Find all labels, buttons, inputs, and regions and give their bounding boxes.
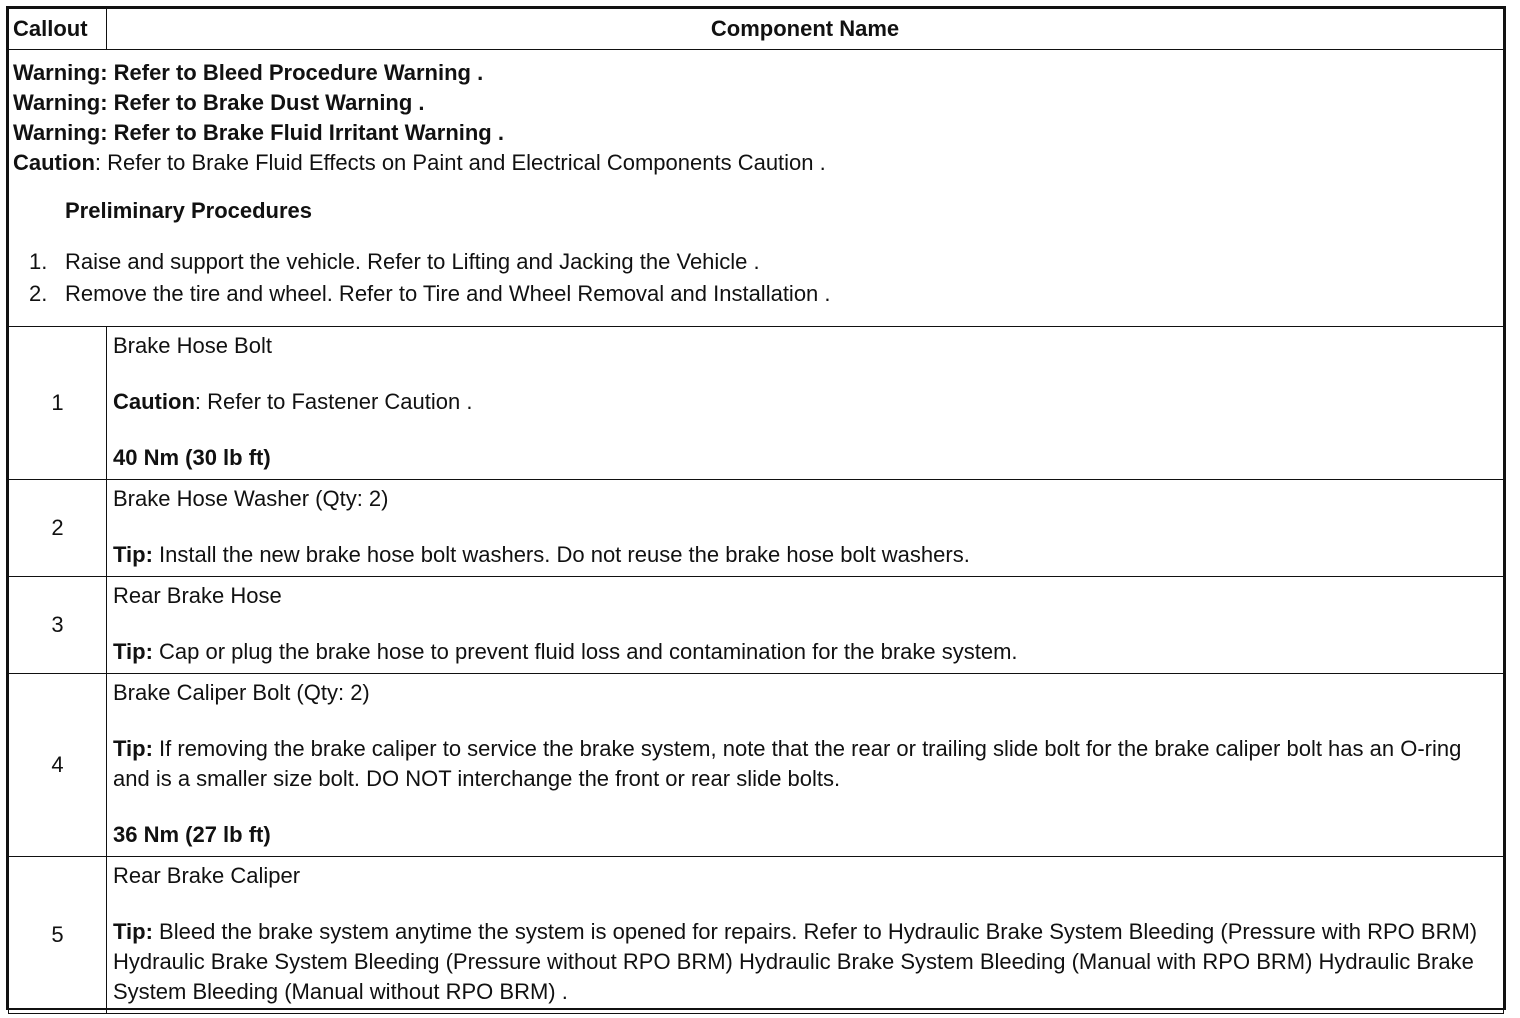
step-text: Remove the tire and wheel. Refer to Tire and Wheel Removal and Installation . [65,281,831,306]
component-name: Brake Caliper Bolt (Qty: 2) [113,680,370,705]
callout-number: 2 [9,480,107,577]
warning-line [13,58,1499,88]
warning-text: : Refer to Bleed Procedure Warning . [100,60,484,85]
note-text: : Refer to Fastener Caution . [194,389,473,414]
step-number: 2. [29,281,48,306]
torque-spec: 40 Nm (30 lb ft) [113,445,271,470]
header-component-name: Component Name [107,9,1504,50]
note-label: Caution [113,389,195,414]
component-note [113,387,1497,417]
step-number: 1. [29,249,48,274]
warning-text: : Refer to Brake Dust Warning . [100,90,425,115]
note-label: Tip: [113,639,153,664]
component-note [113,917,1497,1007]
component-note [113,540,1497,570]
warning-label: Warning [13,60,101,85]
table-row [9,480,1504,577]
procedure-table [8,8,1504,1014]
caution-line [13,148,1499,178]
warning-line [13,118,1499,148]
warning-label: Warning [13,120,101,145]
header-row [9,9,1504,50]
note-text: If removing the brake caliper to service the brake system, note that the rear or trailing slide bolt for the brake caliper bolt has an O-ring and is a smaller size bolt. DO NOT interchange the front or rear slide bolts. [113,736,1462,791]
table-row [9,327,1504,480]
header-callout: Callout [9,9,107,50]
callout-number: 5 [9,857,107,1014]
note-text: Bleed the brake system anytime the system is opened for repairs. Refer to Hydraulic Brake System Bleeding (Pressure with RPO BRM) Hydraulic Brake System Bleeding (Pressure without RPO BRM) Hydraulic Brake System Bleeding (Manual with RPO BRM) Hydraulic Brake System Bleeding (Manual without RPO BRM) . [113,919,1478,1004]
component-note [113,734,1497,794]
component-note [113,637,1497,667]
component-cell [107,577,1504,674]
torque-spec: 36 Nm (27 lb ft) [113,822,271,847]
component-name: Rear Brake Hose [113,583,282,608]
table-row [9,577,1504,674]
step-text: Raise and support the vehicle. Refer to Lifting and Jacking the Vehicle . [65,249,760,274]
warning-label: Warning [13,90,101,115]
step-item [13,278,1499,310]
procedure-table-frame [6,6,1506,1010]
preliminary-title: Preliminary Procedures [65,198,313,223]
preliminary-steps [13,246,1499,310]
component-name: Brake Hose Bolt [113,333,272,358]
component-cell [107,327,1504,480]
preliminary-cell [9,50,1504,327]
caution-label: Caution [13,150,95,175]
component-cell [107,857,1504,1014]
note-text: Install the new brake hose bolt washers. Do not reuse the brake hose bolt washers. [152,542,970,567]
preliminary-row [9,50,1504,327]
note-text: Cap or plug the brake hose to prevent fluid loss and contamination for the brake system. [152,639,1018,664]
callout-number: 3 [9,577,107,674]
callout-number: 1 [9,327,107,480]
component-cell [107,674,1504,857]
caution-text: : Refer to Brake Fluid Effects on Paint and Electrical Components Caution . [94,150,826,175]
step-item [13,246,1499,278]
callout-number: 4 [9,674,107,857]
warning-text: : Refer to Brake Fluid Irritant Warning . [100,120,504,145]
component-name: Brake Hose Washer (Qty: 2) [113,486,389,511]
table-row [9,857,1504,1014]
warning-line [13,88,1499,118]
table-row [9,674,1504,857]
note-label: Tip: [113,736,153,761]
component-name: Rear Brake Caliper [113,863,301,888]
note-label: Tip: [113,919,153,944]
component-cell [107,480,1504,577]
note-label: Tip: [113,542,153,567]
